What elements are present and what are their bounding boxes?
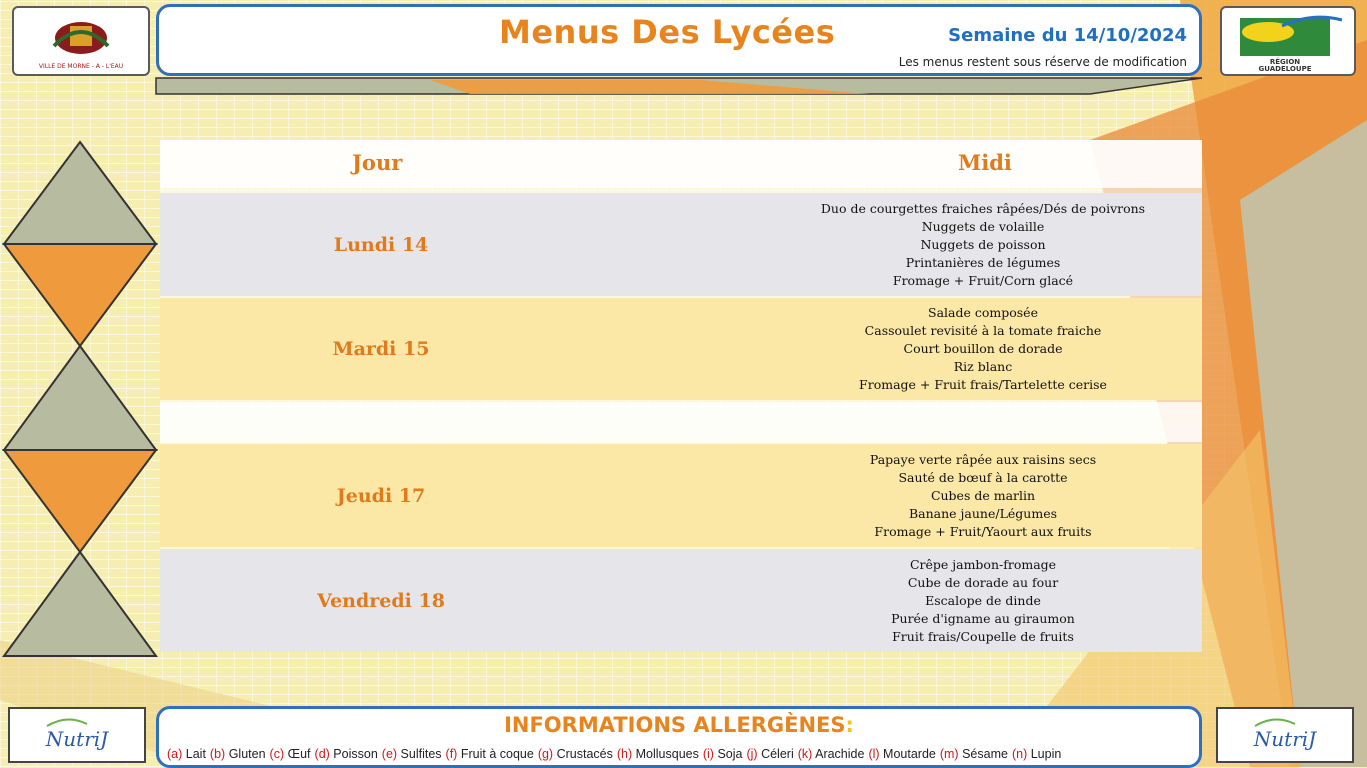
menu-table [160, 140, 1202, 652]
dish: Riz blanc [953, 359, 1013, 374]
allergen-code: (a) [167, 747, 183, 761]
dish: Fromage + Fruit/Yaourt aux fruits [874, 523, 1092, 539]
allergen-item [1012, 747, 1061, 761]
allergen-code: (b) [209, 747, 226, 761]
allergen-item [746, 747, 793, 761]
dish: Sauté de bœuf à la carotte [898, 469, 1068, 485]
allergen-code: (d) [314, 747, 330, 761]
allergen-label: Soja [717, 747, 743, 761]
region-logo [1220, 6, 1356, 76]
nutri-logo-right [1216, 707, 1354, 763]
dish: Escalope de dinde [925, 592, 1041, 608]
allergen-item [210, 747, 266, 761]
nutri-logo-text: NutriJ [1253, 727, 1317, 751]
allergen-label: Lait [185, 747, 206, 761]
allergen-label: Arachide [815, 747, 865, 761]
dish: Crêpe jambon-fromage [909, 556, 1057, 572]
allergen-item [703, 747, 743, 761]
allergen-label: Céleri [761, 747, 794, 761]
dish: Fromage + Fruit/Corn glacé [892, 272, 1074, 288]
dish: Cubes de marlin [930, 487, 1036, 503]
allergen-code: (j) [746, 747, 758, 761]
city-crest-icon [14, 8, 148, 74]
allergen-label: Sulfites [400, 747, 442, 761]
allergen-code: (m) [939, 747, 959, 761]
header-banner [156, 4, 1202, 76]
dish: Nuggets de poisson [920, 236, 1046, 252]
allergen-code: (l) [868, 747, 880, 761]
dish: Banane jaune/Légumes [908, 505, 1058, 521]
table-row [160, 193, 1202, 296]
dish: Papaye verte râpée aux raisins secs [869, 451, 1097, 467]
allergen-code: (e) [381, 747, 398, 761]
dish: Cube de dorade au four [907, 574, 1059, 590]
page-title: Menus Des Lycées [499, 13, 836, 51]
nutri-logo-icon [1225, 712, 1345, 758]
allergen-item [315, 747, 378, 761]
allergen-list [167, 747, 1065, 761]
region-logo-line-1: RÉGION [1269, 58, 1301, 66]
allergen-label: Crustacés [556, 747, 613, 761]
city-logo-text: VILLE DE MORNE - A - L'EAU [38, 63, 124, 70]
allergen-item [446, 747, 534, 761]
table-row [160, 444, 1202, 547]
dish: Nuggets de volaille [921, 218, 1045, 234]
allergen-item [538, 747, 613, 761]
day-cell: Jeudi 17 [336, 484, 426, 507]
allergen-item [798, 747, 865, 761]
allergen-item [382, 747, 442, 761]
allergen-label: Poisson [333, 747, 378, 761]
allergen-title-colon: : [845, 713, 854, 737]
dish: Cassoulet revisité à la tomate fraiche [864, 323, 1102, 338]
allergen-item [940, 747, 1008, 761]
allergen-code: (i) [702, 747, 714, 761]
column-header-lunch: Midi [958, 150, 1012, 175]
meal-cell [764, 193, 1202, 296]
city-logo [12, 6, 150, 76]
allergen-item [868, 747, 935, 761]
week-label: Semaine du 14/10/2024 [948, 25, 1187, 46]
table-header [160, 140, 1202, 188]
allergen-code: (g) [537, 747, 554, 761]
allergen-label: Œuf [287, 747, 311, 761]
allergen-code: (n) [1011, 747, 1028, 761]
allergen-item [617, 747, 699, 761]
meal-cell [764, 549, 1202, 652]
allergen-item [167, 747, 206, 761]
day-cell: Mardi 15 [332, 338, 430, 360]
allergen-label: Mollusques [635, 747, 699, 761]
table-row-empty [160, 402, 1202, 442]
allergen-code: (k) [797, 747, 813, 761]
allergen-code: (f) [445, 747, 458, 761]
dish: Fromage + Fruit frais/Tartelette cerise [859, 377, 1107, 392]
table-row [160, 549, 1202, 652]
allergen-label: Lupin [1030, 747, 1062, 761]
nutri-logo-text: NutriJ [45, 727, 109, 751]
dish: Duo de courgettes fraiches râpées/Dés de poivrons [820, 200, 1146, 216]
allergen-title-text: INFORMATIONS ALLERGÈNES [504, 713, 846, 737]
day-cell: Lundi 14 [333, 233, 429, 256]
allergen-label: Gluten [228, 747, 266, 761]
meal-cell [764, 298, 1202, 400]
allergen-title [159, 713, 1199, 737]
allergen-code: (h) [616, 747, 633, 761]
allergen-code: (c) [269, 747, 285, 761]
dish: Salade composée [928, 305, 1038, 320]
allergen-label: Sésame [962, 747, 1008, 761]
dish: Fruit frais/Coupelle de fruits [892, 628, 1074, 644]
allergen-label: Moutarde [883, 747, 936, 761]
column-header-day: Jour [352, 150, 403, 175]
allergen-label: Fruit à coque [460, 747, 534, 761]
region-guadeloupe-icon [1222, 8, 1354, 74]
meal-cell [764, 444, 1202, 547]
table-row [160, 298, 1202, 400]
region-logo-line-2: GUADELOUPE [1258, 65, 1312, 73]
dish: Printanières de légumes [905, 254, 1061, 270]
menu-disclaimer: Les menus restent sous réserve de modification [898, 55, 1187, 69]
allergen-panel [156, 706, 1202, 768]
dish: Purée d'igname au giraumon [891, 610, 1075, 626]
nutri-logo-left [8, 707, 146, 763]
dish: Court bouillon de dorade [903, 341, 1063, 356]
day-cell: Vendredi 18 [317, 589, 445, 612]
nutri-logo-icon [17, 712, 137, 758]
allergen-item [270, 747, 311, 761]
